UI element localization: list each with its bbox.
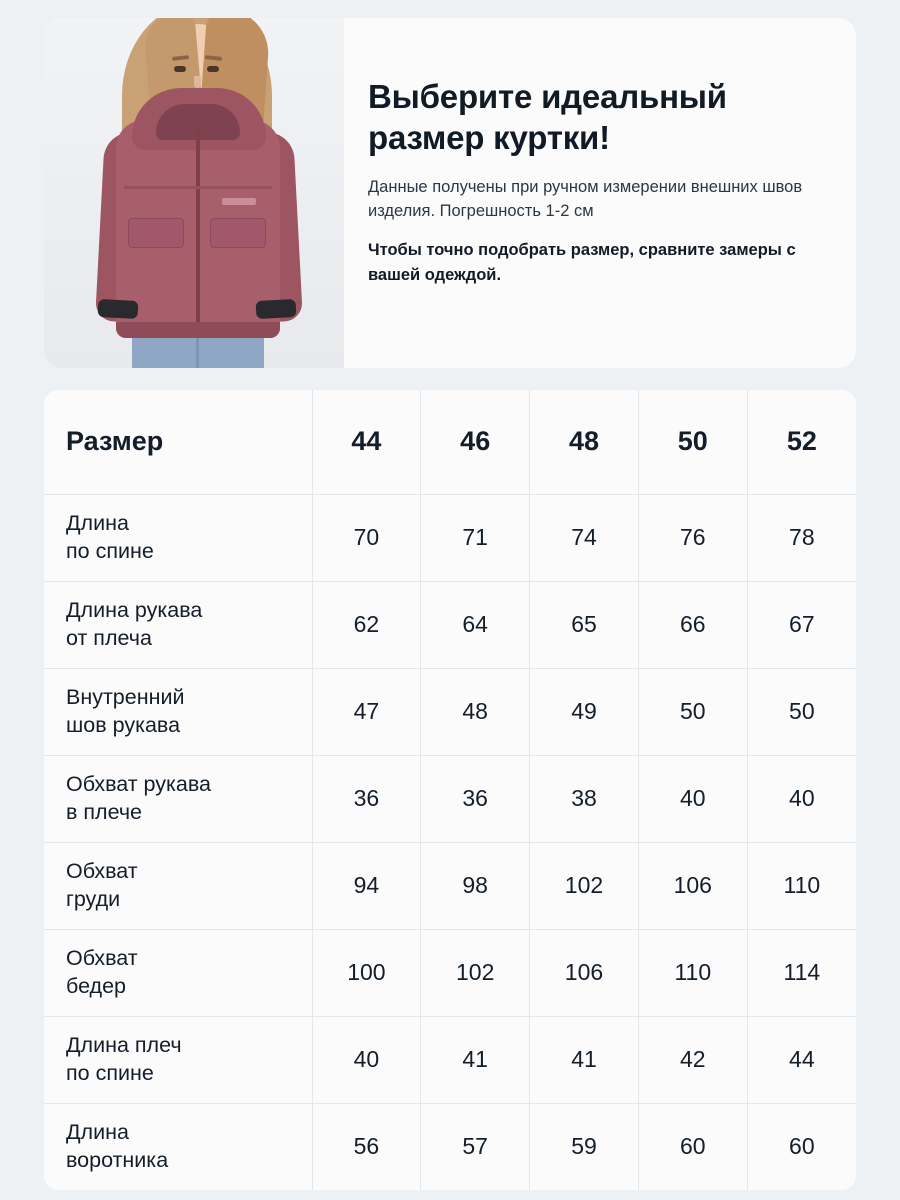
row-label-line2: воротника [66,1147,169,1172]
cell-value: 78 [747,494,856,581]
cell-value: 76 [638,494,747,581]
size-table-card [44,390,856,1190]
table-row [44,1103,856,1190]
table-row [44,494,856,581]
row-label-line1: Длина [66,1120,129,1145]
cell-value: 102 [421,929,530,1016]
cell-value: 50 [638,668,747,755]
cell-value: 40 [638,755,747,842]
row-label-line2: бедер [66,973,127,998]
cell-value: 110 [638,929,747,1016]
cell-value: 100 [312,929,421,1016]
cell-value: 110 [747,842,856,929]
table-row [44,668,856,755]
page-title: Выберите идеальный размер куртки! [368,78,727,157]
product-photo [44,18,344,368]
cell-value: 64 [421,581,530,668]
header-size-52: 52 [747,390,856,494]
row-label-line1: Обхват [66,945,138,970]
cell-value: 106 [638,842,747,929]
cell-value: 102 [530,842,639,929]
row-label [44,842,312,929]
cell-value: 48 [421,668,530,755]
cell-value: 44 [747,1016,856,1103]
cell-value: 56 [312,1103,421,1190]
row-label [44,1016,312,1103]
cell-value: 98 [421,842,530,929]
model-illustration [44,18,344,368]
cell-value: 74 [530,494,639,581]
row-label-line1: Длина плеч [66,1032,182,1057]
cell-value: 60 [747,1103,856,1190]
cell-value: 47 [312,668,421,755]
row-label [44,581,312,668]
cell-value: 36 [421,755,530,842]
cell-value: 41 [530,1016,639,1103]
cell-value: 114 [747,929,856,1016]
cell-value: 40 [747,755,856,842]
header-size-48: 48 [530,390,639,494]
cell-value: 42 [638,1016,747,1103]
row-label-line1: Внутренний [66,684,185,709]
cell-value: 59 [530,1103,639,1190]
row-label-line2: шов рукава [66,712,181,737]
cell-value: 70 [312,494,421,581]
row-label-line1: Длина [66,510,129,535]
row-label [44,929,312,1016]
cell-value: 66 [638,581,747,668]
hero-note: Чтобы точно подобрать размер, сравните замеры с вашей одеждой. [368,241,796,284]
row-label-line1: Обхват [66,858,138,883]
cell-value: 50 [747,668,856,755]
table-row [44,842,856,929]
header-size-44: 44 [312,390,421,494]
hero-card [44,18,856,368]
row-label [44,668,312,755]
table-row [44,1016,856,1103]
table-row [44,929,856,1016]
cell-value: 67 [747,581,856,668]
table-row [44,755,856,842]
table-header-row [44,390,856,494]
table-row [44,581,856,668]
cell-value: 41 [421,1016,530,1103]
cell-value: 57 [421,1103,530,1190]
row-label-line2: от плеча [66,625,152,650]
hero-subtitle: Данные получены при ручном измерении внешних швов изделия. Погрешность 1-2 см [368,177,803,221]
row-label-line2: по спине [66,538,154,563]
cell-value: 106 [530,929,639,1016]
header-measurement-label: Размер [44,390,312,494]
cell-value: 49 [530,668,639,755]
cell-value: 38 [530,755,639,842]
table-head [44,390,856,494]
row-label-line2: по спине [66,1060,154,1085]
cell-value: 36 [312,755,421,842]
cell-value: 40 [312,1016,421,1103]
table-body [44,494,856,1190]
cell-value: 60 [638,1103,747,1190]
hero-text-block [344,18,856,368]
row-label [44,755,312,842]
cell-value: 94 [312,842,421,929]
header-size-50: 50 [638,390,747,494]
row-label-line2: в плече [66,799,142,824]
row-label-line1: Обхват рукава [66,771,211,796]
cell-value: 65 [530,581,639,668]
row-label-line1: Длина рукава [66,597,203,622]
size-table [44,390,856,1190]
cell-value: 62 [312,581,421,668]
header-size-46: 46 [421,390,530,494]
row-label [44,494,312,581]
row-label-line2: груди [66,886,121,911]
row-label [44,1103,312,1190]
cell-value: 71 [421,494,530,581]
